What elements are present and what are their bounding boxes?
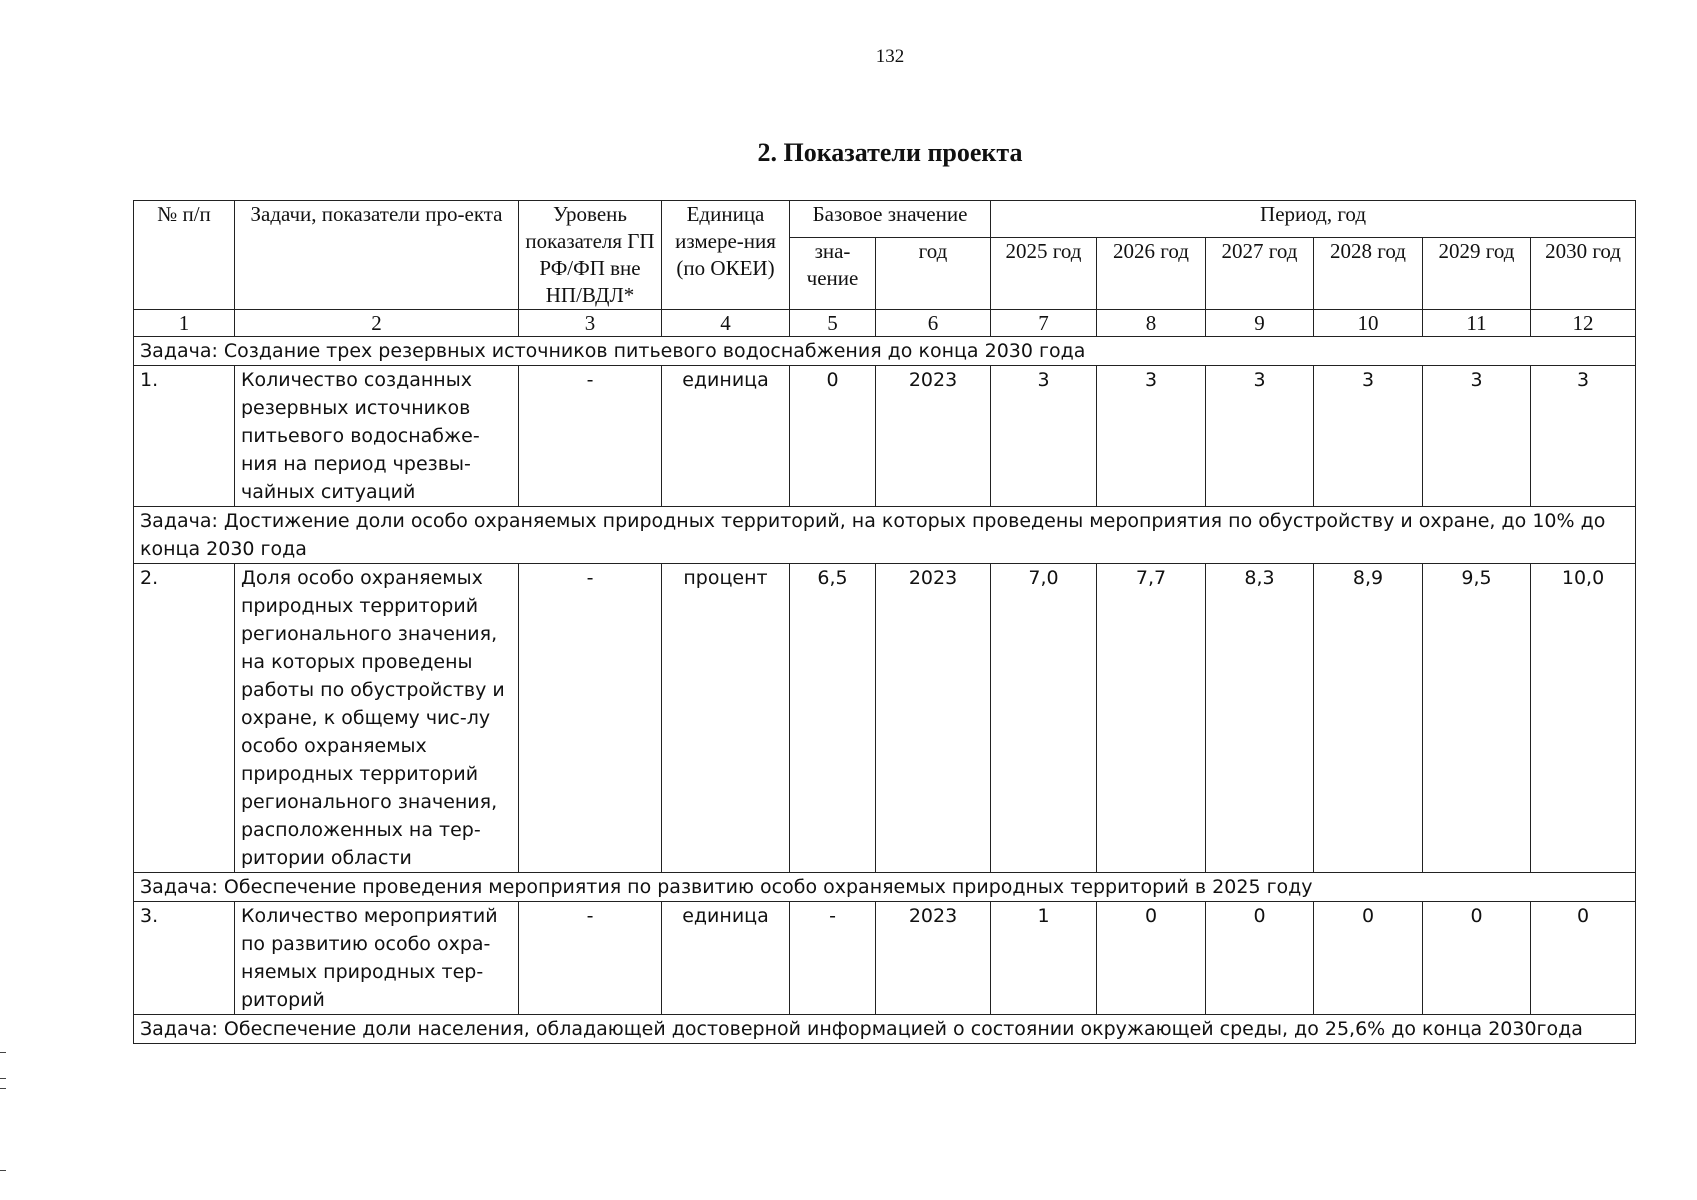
value-2028: 0 [1314, 902, 1423, 1015]
header-year-2028: 2028 год [1314, 237, 1423, 309]
indicator-unit: единица [662, 366, 790, 507]
task-row [134, 337, 1636, 366]
header-period: Период, год [991, 201, 1636, 238]
header-level: Уровень показателя ГП РФ/ФП вне НП/ВДЛ* [519, 201, 662, 310]
base-value: - [790, 902, 876, 1015]
value-2027: 8,3 [1206, 564, 1314, 873]
column-number: 9 [1206, 310, 1314, 337]
column-number: 4 [662, 310, 790, 337]
indicators-table [133, 200, 1636, 1044]
scan-mark [0, 1078, 6, 1079]
header-base-value: зна-чение [790, 237, 876, 309]
column-number: 3 [519, 310, 662, 337]
value-2029: 9,5 [1423, 564, 1531, 873]
header-num: № п/п [134, 201, 235, 310]
column-number: 5 [790, 310, 876, 337]
task-heading: Задача: Создание трех резервных источников питьевого водоснабжения до конца 2030 года [134, 337, 1636, 366]
indicator-name: Доля особо охраняемых природных территорий регионального значения, на которых проведены работы по обустройству и охране, к общему чис-лу особо охраняемых природных территорий регионального значения, расположенных на тер-ритории области [235, 564, 519, 873]
column-number: 6 [876, 310, 991, 337]
value-2026: 0 [1097, 902, 1206, 1015]
value-2030: 10,0 [1531, 564, 1636, 873]
column-number: 2 [235, 310, 519, 337]
value-2027: 0 [1206, 902, 1314, 1015]
indicator-name: Количество созданных резервных источников питьевого водоснабже-ния на период чрезвы-чайных ситуаций [235, 366, 519, 507]
indicator-level: - [519, 564, 662, 873]
table-row [134, 564, 1636, 873]
column-number: 12 [1531, 310, 1636, 337]
page-title: 2. Показатели проекта [757, 138, 1023, 167]
header-base-year: год [876, 237, 991, 309]
indicator-unit: единица [662, 902, 790, 1015]
task-row [134, 873, 1636, 902]
column-number: 10 [1314, 310, 1423, 337]
row-number: 2. [134, 564, 235, 873]
header-year-2025: 2025 год [991, 237, 1097, 309]
value-2028: 8,9 [1314, 564, 1423, 873]
value-2025: 1 [991, 902, 1097, 1015]
value-2026: 3 [1097, 366, 1206, 507]
header-unit: Единица измере-ния (по ОКЕИ) [662, 201, 790, 310]
header-year-2027: 2027 год [1206, 237, 1314, 309]
scan-mark [0, 1088, 6, 1089]
table-row [134, 902, 1636, 1015]
header-row-1 [134, 201, 1636, 238]
base-year: 2023 [876, 564, 991, 873]
value-2025: 7,0 [991, 564, 1097, 873]
column-number: 1 [134, 310, 235, 337]
base-value: 0 [790, 366, 876, 507]
header-year-2030: 2030 год [1531, 237, 1636, 309]
column-number: 8 [1097, 310, 1206, 337]
value-2027: 3 [1206, 366, 1314, 507]
indicator-unit: процент [662, 564, 790, 873]
header-year-2026: 2026 год [1097, 237, 1206, 309]
indicator-name: Количество мероприятий по развитию особо охра-няемых природных тер-риторий [235, 902, 519, 1015]
task-row [134, 1015, 1636, 1044]
task-heading: Задача: Обеспечение доли населения, обладающей достоверной информацией о состоянии окружающей среды, до 25,6% до конца 2030года [134, 1015, 1636, 1044]
value-2030: 3 [1531, 366, 1636, 507]
header-base: Базовое значение [790, 201, 991, 238]
task-row [134, 507, 1636, 564]
value-2025: 3 [991, 366, 1097, 507]
header-year-2029: 2029 год [1423, 237, 1531, 309]
value-2028: 3 [1314, 366, 1423, 507]
base-year: 2023 [876, 902, 991, 1015]
scan-mark [0, 1052, 6, 1053]
table-row [134, 366, 1636, 507]
task-heading: Задача: Обеспечение проведения мероприятия по развитию особо охраняемых природных территорий в 2025 году [134, 873, 1636, 902]
value-2030: 0 [1531, 902, 1636, 1015]
indicator-level: - [519, 902, 662, 1015]
task-heading: Задача: Достижение доли особо охраняемых природных территорий, на которых проведены мероприятия по обустройству и охране, до 10% до конца 2030 года [134, 507, 1636, 564]
page-number: 132 [875, 46, 905, 67]
row-number: 1. [134, 366, 235, 507]
row-number: 3. [134, 902, 235, 1015]
scan-mark [0, 1170, 6, 1171]
value-2029: 3 [1423, 366, 1531, 507]
value-2026: 7,7 [1097, 564, 1206, 873]
column-number-row [134, 310, 1636, 337]
column-number: 7 [991, 310, 1097, 337]
value-2029: 0 [1423, 902, 1531, 1015]
column-number: 11 [1423, 310, 1531, 337]
header-task: Задачи, показатели про-екта [235, 201, 519, 310]
base-value: 6,5 [790, 564, 876, 873]
base-year: 2023 [876, 366, 991, 507]
indicator-level: - [519, 366, 662, 507]
